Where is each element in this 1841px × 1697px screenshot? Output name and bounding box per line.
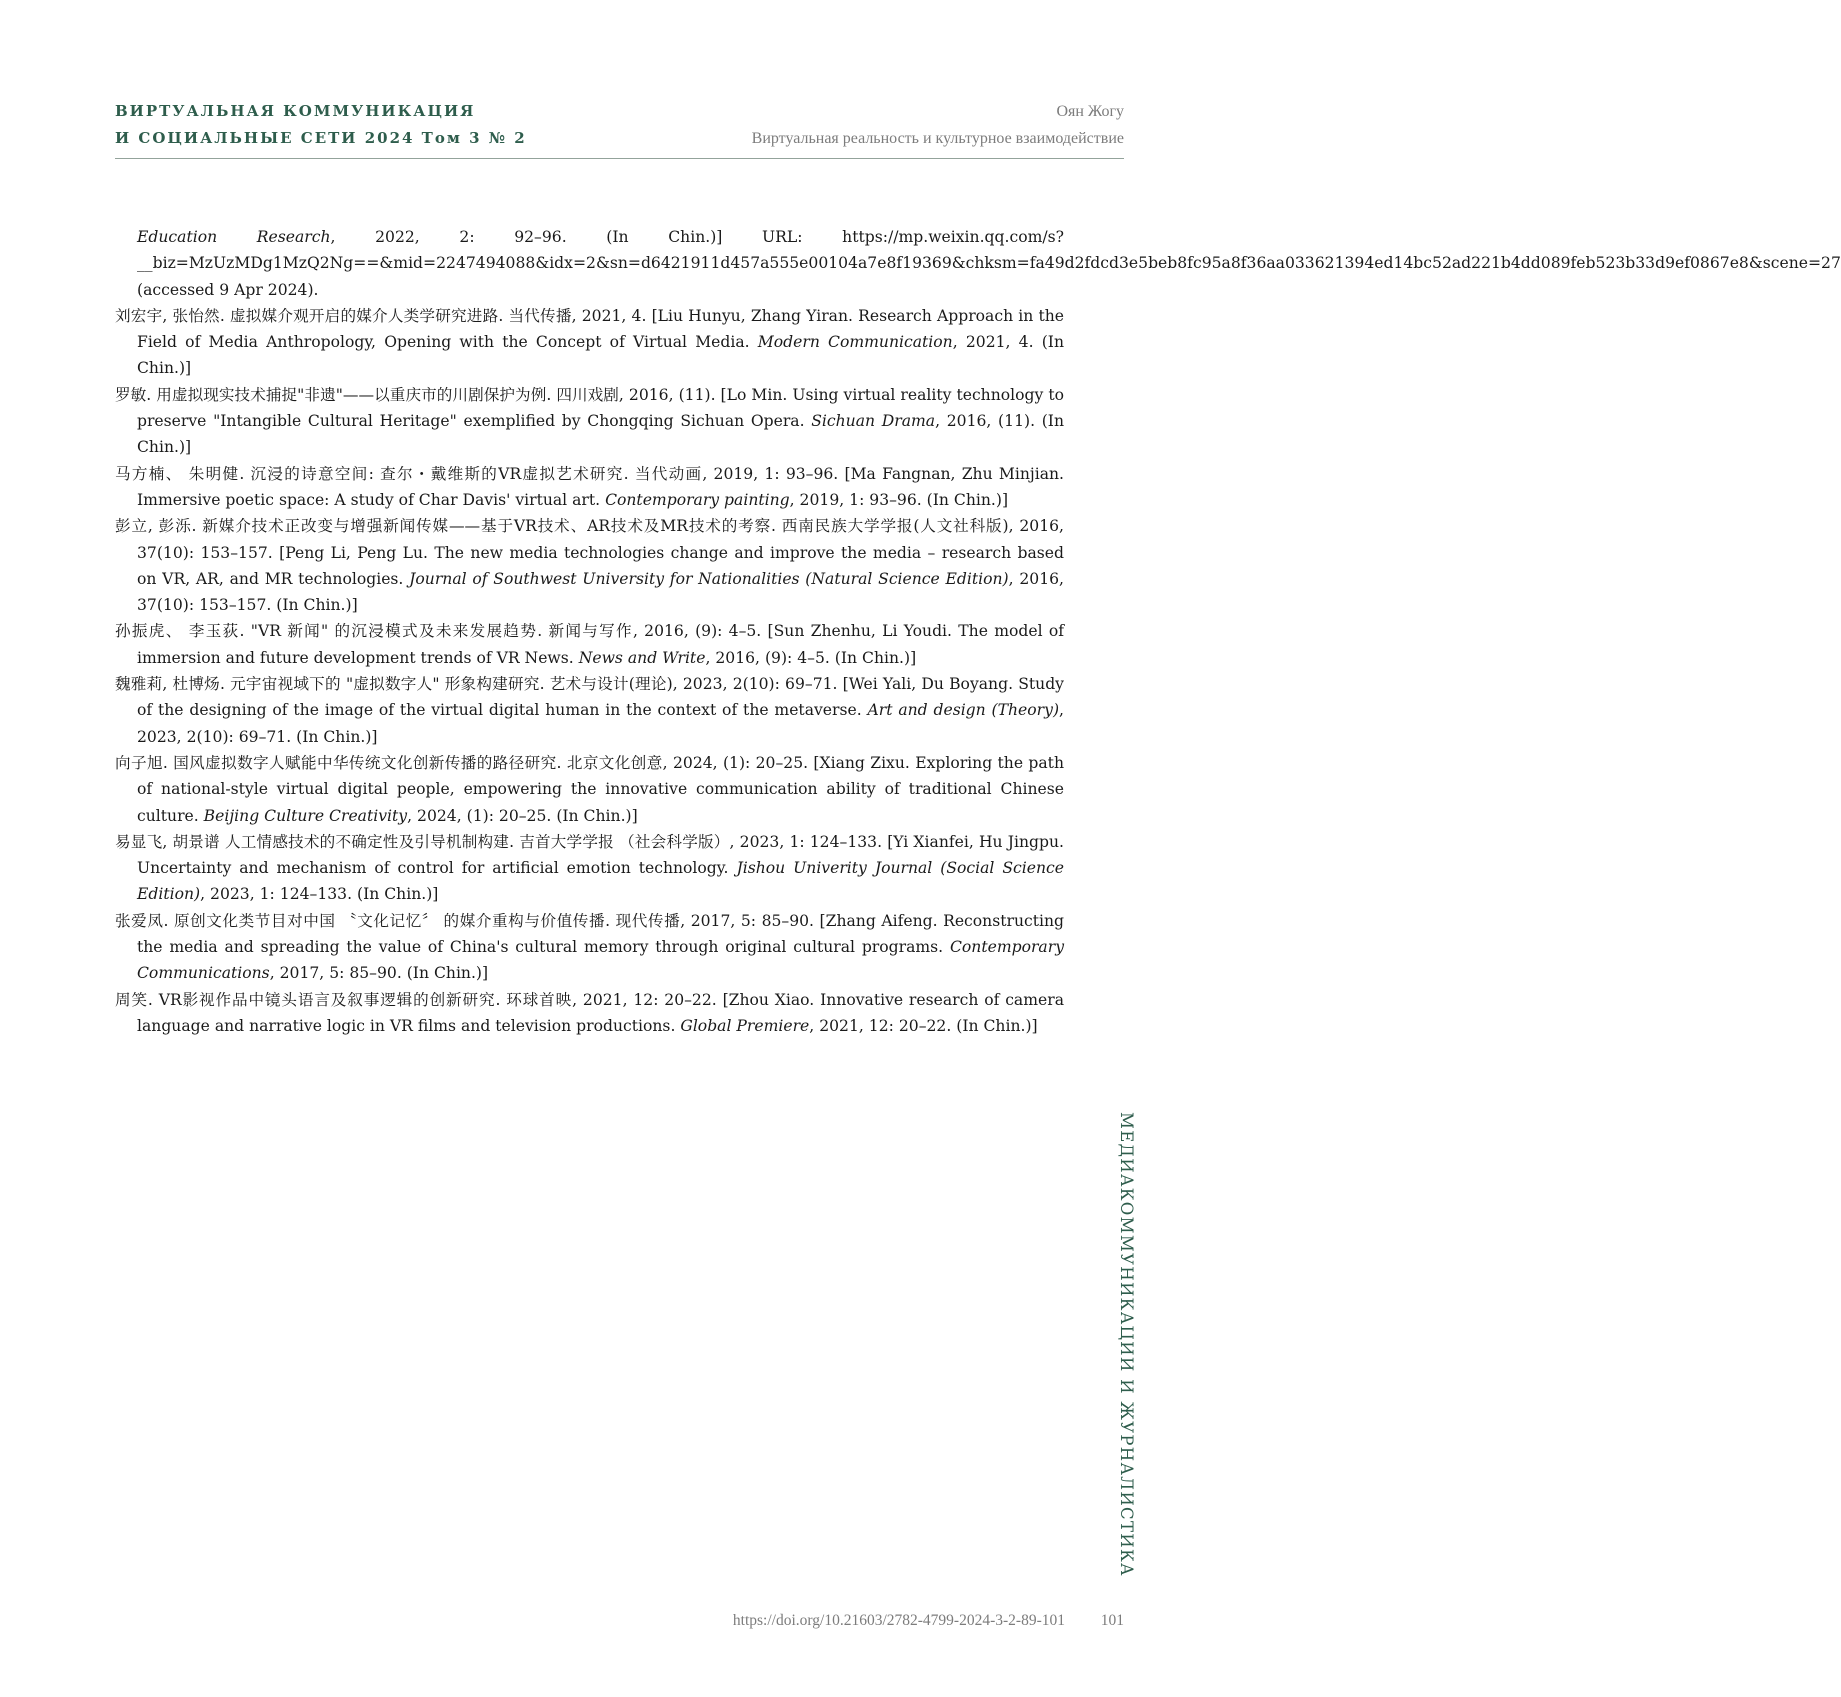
journal-title-line2: И СОЦИАЛЬНЫЕ СЕТИ 2024 Том 3 № 2 [115, 129, 527, 147]
reference-text: 魏雅莉, 杜博炀. 元宇宙视域下的 "虚拟数字人" 形象构建研究. 艺术与设计(理论), 2023, 2(10): 69–71. [Wei Yali, Du Boyang. Study of the designing of the image of the virtual digital human in the context of the metaverse. [115, 675, 1064, 720]
reference-details: , 2017, 5: 85–90. (In Chin.)] [269, 964, 489, 983]
journal-title-line1: ВИРТУАЛЬНАЯ КОММУНИКАЦИЯ [115, 102, 476, 120]
reference-details: , 2021, 4. (In Chin.)] [137, 333, 1064, 378]
reference-details: , 2016, (11). (In Chin.)] [137, 412, 1064, 457]
reference-text: 刘宏宇, 张怡然. 虚拟媒介观开启的媒介人类学研究进路. 当代传播, 2021, 4. [Liu Hunyu, Zhang Yiran. Research Approach in the Field of Media Anthropology, Opening with the Concept of Virtual Media. [115, 306, 1064, 352]
reference-details: , 2023, 1: 124–133. (In Chin.)] [200, 885, 439, 904]
reference-details: , 2024, (1): 20–25. (In Chin.)] [407, 806, 638, 825]
reference-source: Jishou Univerity Journal (Social Science Edition) [137, 859, 1065, 904]
reference-source: Art and design (Theory) [867, 701, 1060, 720]
running-head [752, 98, 1124, 152]
reference-text: 马方楠、 朱明健. 沉浸的诗意空间: 查尔・戴维斯的VR虚拟艺术研究. 当代动画, 2019, 1: 93–96. [Ma Fangnan, Zhu Minjian. Immersive poetic space: A study of Char Davis' virtual art. [115, 464, 1064, 509]
reference-source: Beijing Culture Creativity [203, 806, 408, 825]
running-head-author: Оян Жогу [1056, 103, 1124, 120]
reference-text: 张爱凤. 原创文化类节目对中国 〝文化记忆〞 的媒介重构与价值传播. 现代传播, 2017, 5: 85–90. [Zhang Aifeng. Reconstructing the media and spreading the value of China's cultural memory through original cultural programs. [115, 911, 1064, 957]
reference-source: Journal of Southwest University for Nationalities (Natural Science Edition) [409, 569, 1009, 588]
reference-item [115, 750, 1064, 829]
reference-item [115, 513, 1064, 618]
reference-details: , 2019, 1: 93–96. (In Chin.)] [789, 490, 1009, 509]
page-number: 101 [1100, 1612, 1124, 1629]
reference-source: Global Premiere [680, 1016, 810, 1035]
reference-source: Modern Communication [757, 333, 953, 352]
page-header [115, 96, 1124, 159]
section-side-label: МЕДИАКОММУНИКАЦИИ И ЖУРНАЛИСТИКА [1117, 1111, 1136, 1577]
reference-item [115, 303, 1064, 382]
reference-details: , 2016, 37(10): 153–157. (In Chin.)] [137, 569, 1065, 615]
running-head-title: Виртуальная реальность и культурное взаимодействие [751, 130, 1124, 147]
reference-source: Contemporary Communications [137, 938, 1064, 983]
reference-text: 罗敏. 用虚拟现实技术捕捉"非遗"——以重庆市的川剧保护为例. 四川戏剧, 2016, (11). [Lo Min. Using virtual reality technology to preserve "Intangible Cultural Heritage" exemplified by Chongqing Sichuan Opera. [115, 385, 1064, 431]
reference-text: 孙振虎、 李玉荻. "VR 新闻" 的沉浸模式及未来发展趋势. 新闻与写作, 2016, (9): 4–5. [Sun Zhenhu, Li Youdi. The model of immersion and future development trends of VR News. [115, 622, 1064, 667]
reference-details: , 2023, 2(10): 69–71. (In Chin.)] [137, 701, 1064, 746]
reference-item [115, 671, 1064, 750]
reference-text: 易显飞, 胡景谱 人工情感技术的不确定性及引导机制构建. 吉首大学学报 （社会科学版）, 2023, 1: 124–133. [Yi Xianfei, Hu Jingpu. Uncertainty and mechanism of control for artificial emotion technology. [115, 832, 1064, 878]
reference-source: Contemporary painting [605, 490, 790, 509]
reference-item [115, 461, 1064, 514]
reference-text: 周笑. VR影视作品中镜头语言及叙事逻辑的创新研究. 环球首映, 2021, 12: 20–22. [Zhou Xiao. Innovative research of camera language and narrative logic in VR films and television productions. [115, 990, 1064, 1035]
reference-item [115, 224, 1841, 303]
reference-item [115, 987, 1064, 1040]
reference-item [115, 829, 1064, 908]
journal-title [115, 98, 527, 152]
reference-source: Education Research [137, 228, 331, 246]
reference-text: 彭立, 彭泺. 新媒介技术正改变与增强新闻传媒——基于VR技术、AR技术及MR技术的考察. 西南民族大学学报(人文社科版), 2016, 37(10): 153–157. [Peng Li, Peng Lu. The new media technologies change and improve the media – research based on VR, AR, and MR technologies. [115, 517, 1064, 588]
reference-item [115, 618, 1064, 671]
reference-item [115, 908, 1064, 987]
reference-text: , 2022, 2: 92–96. (In Chin.)] URL: https://mp.weixin.qq.com/s?__biz=MzUzMDg1MzQ2Ng==&mid=2247494088&idx=2&sn=d6421911d457a555e00104a7e8f19369&chksm=fa49d2fdcd3e5beb8fc95a8f36aa033621394ed14bc52ad221b4dd089feb523b33d9ef0867e8&scene=27 (accessed 9 Apr 2024). [137, 228, 1841, 299]
reference-list [115, 224, 1841, 1039]
reference-source: Sichuan Drama [811, 412, 936, 431]
reference-details: , 2021, 12: 20–22. (In Chin.)] [809, 1016, 1038, 1035]
doi-link[interactable]: https://doi.org/10.21603/2782-4799-2024-3-2-89-101 [732, 1612, 1065, 1629]
reference-text: 向子旭. 国风虚拟数字人赋能中华传统文化创新传播的路径研究. 北京文化创意, 2024, (1): 20–25. [Xiang Zixu. Exploring the path of national-style virtual digital people, empowering the innovative communication ability of traditional Chinese culture. [115, 753, 1064, 825]
reference-details: , 2016, (9): 4–5. (In Chin.)] [705, 648, 917, 667]
reference-item [115, 382, 1064, 461]
reference-source: News and Write [578, 648, 706, 667]
